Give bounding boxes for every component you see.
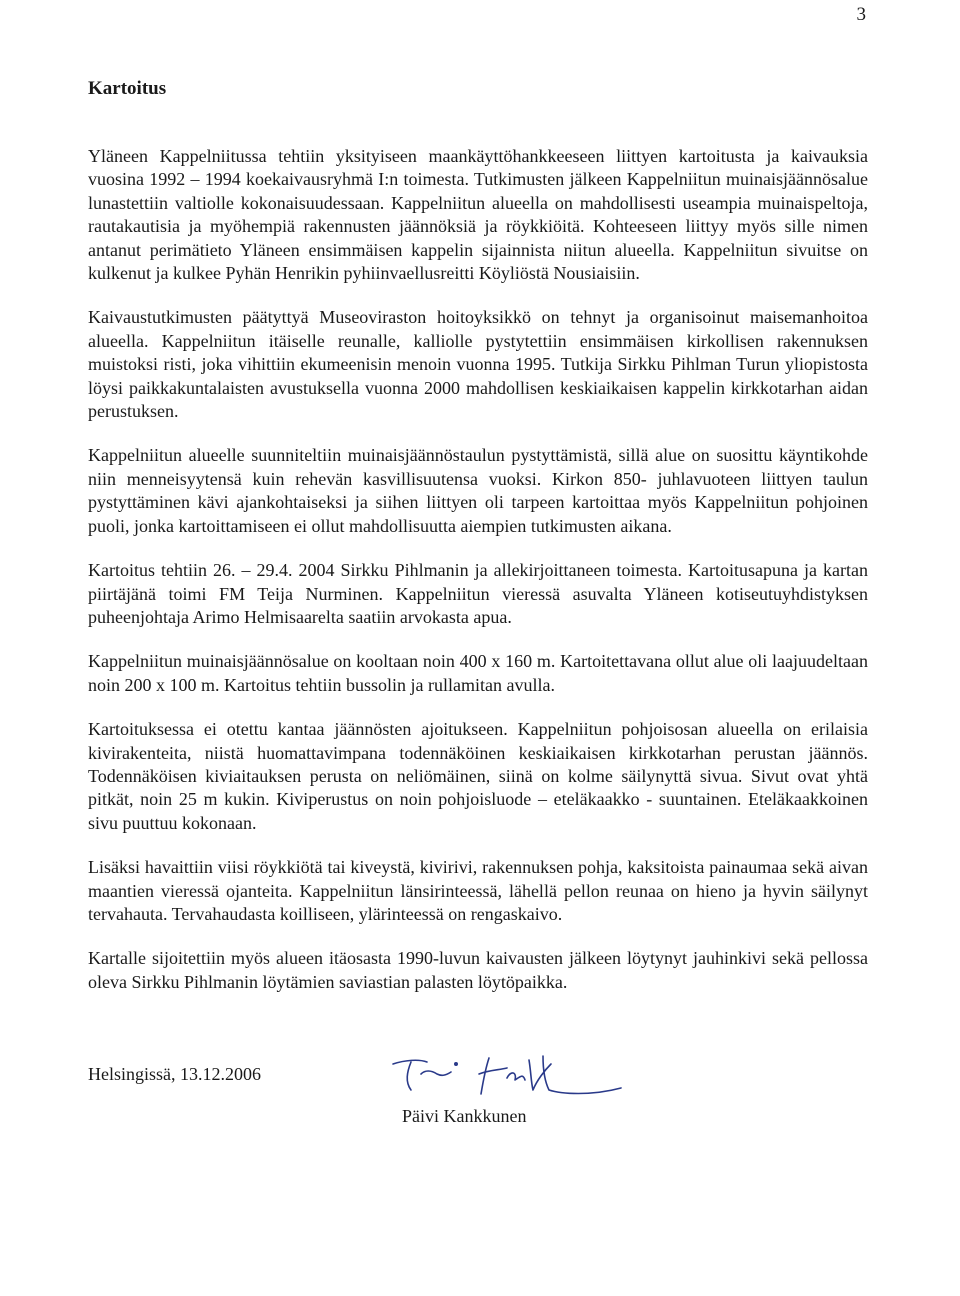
paragraph-7: Lisäksi havaittiin viisi röykkiötä tai kiveystä, kivirivi, rakennuksen pohja, kaksitoista painaumaa sekä aivan maantien vieressä ojanteita. Kappelniitun länsirinteessä, lähellä pellon reunaa on hieno ja hyvin säilynyt tervahauta. Tervahaudasta koilliseen, ylärinteessä on rengaskaivo.: [88, 857, 868, 924]
paragraph-4: Kartoitus tehtiin 26. – 29.4. 2004 Sirkku Pihlmanin ja allekirjoittaneen toimesta. Kartoitusapuna ja kartan piirtäjänä toimi FM Teija Nurminen. Kappelniitun vieressä asuvalta Yläneen kotiseutuyhdistyksen puheenjohtaja Arimo Helmisaarelta saatiin arvokasta apua.: [88, 560, 868, 627]
paragraph-2: Kaivaustutkimusten päätyttyä Museoviraston hoitoyksikkö on tehnyt ja organisoinut maisemanhoitoa alueella. Kappelniitun itäiselle reunalle, kalliolle pystytettiin ensimmäisen kirkollisen rakennuksen muistoksi risti, joka vihittiin ekumeenisin menoin vuonna 1995. Tutkija Sirkku Pihlman Turun yliopistosta löysi paikkakuntalaisten avustuksella vuonna 2000 mahdollisen keskiaikaisen kappelin kirkkotarhan aidan perustuksen.: [88, 307, 868, 422]
paragraph-3: Kappelniitun alueelle suunniteltiin muinaisjäännöstaulun pystyttämistä, sillä alue on suosittu käyntikohde niin menneisyytensä kuin rehevän kasvillisuutensa vuoksi. Kirkon 850- juhlavuoteen liittyen taulun pystyttäminen kävi ajankohtaiseksi ja siihen liittyen oli tarpeen kartoittaa myös Kappelniitun pohjoinen puoli, jonka kartoittamiseen ei ollut mahdollisuutta aiempien tutkimusten aikana.: [88, 445, 868, 536]
paragraph-5: Kappelniitun muinaisjäännösalue on kooltaan noin 400 x 160 m. Kartoitettavana ollut alue oli laajuudeltaan noin 200 x 100 m. Kartoitus tehtiin bussolin ja rullamitan avulla.: [88, 651, 868, 695]
place-date: Helsingissä, 13.12.2006: [88, 1064, 261, 1084]
paragraph-6: Kartoituksessa ei otettu kantaa jäännösten ajoitukseen. Kappelniitun pohjoisosan alueella on erilaisia kivirakenteita, niistä huomattavimpana todennäköinen keskiaikaisen kirkkotarhan perustan jäännös. Todennäköisen kiviaitauksen perusta on neliömäinen, siinä on kolme säilynyttä sivua. Sivut ovat yhtä pitkät, noin 25 m kukin. Kiviperustus on noin pohjoisluode – eteläkaakko - suuntainen. Eteläkaakkoinen sivu puuttuu kokonaan.: [88, 719, 868, 833]
page-number: 3: [856, 4, 866, 25]
body-text: [88, 145, 868, 1015]
section-heading: Kartoitus: [88, 78, 167, 99]
paragraph-1: Yläneen Kappelniitussa tehtiin yksityiseen maankäyttöhankkeeseen liittyen kartoitusta ja kaivauksia vuosina 1992 – 1994 koekaivausryhmä I:n toimesta. Tutkimusten jälkeen Kappelniitun muinaisjäännösalue lunastettiin valtiolle kokonaisuudessaan. Kappelniitun alueella on mahdollisesti useampia muinaispeltoja, rautakautisia ja myöhempiä rakennusten jäännöksiä ja röykkiöitä. Kohteeseen liittyy myös sille nimen antanut perimätieto Yläneen ensimmäisen kappelin sijainnista niitun alueella. Kappelniitun sivuitse on kulkenut ja kulkee Pyhän Henrikin pyhiinvaellusreitti Köyliöstä Nousiaisiin.: [88, 146, 868, 284]
signer-name: Päivi Kankkunen: [402, 1106, 527, 1126]
paragraph-8: Kartalle sijoitettiin myös alueen itäosasta 1990-luvun kaivausten jälkeen löytynyt jauhinkivi sekä pellossa oleva Sirkku Pihlmanin löytämien saviastian palasten löytöpaikka.: [88, 948, 868, 992]
handwritten-signature: [385, 1050, 625, 1110]
